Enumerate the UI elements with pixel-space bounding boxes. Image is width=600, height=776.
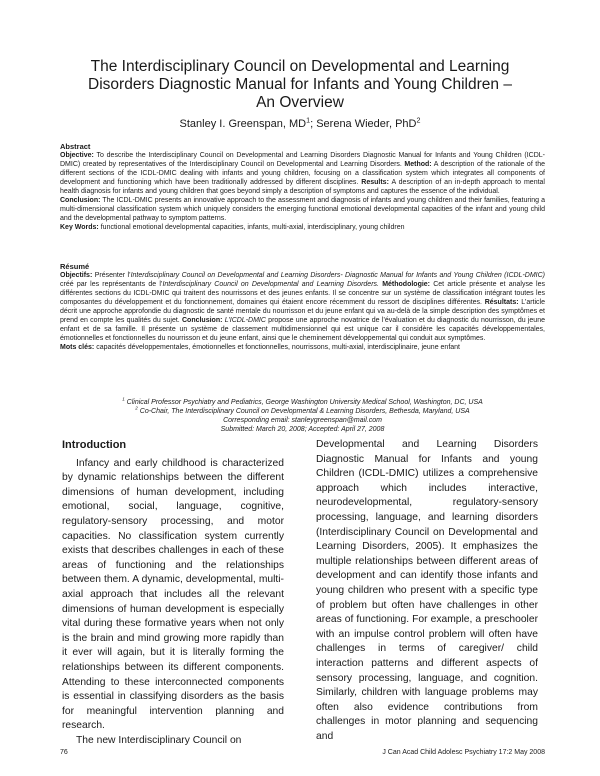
- affiliations: [60, 398, 545, 434]
- objective-label: Objective:: [60, 152, 94, 159]
- body-paragraph: Infancy and early childhood is characterized by dynamic relationships between the different dimensions of human development, including emotional, social, language, cognitive, regulatory-sensory processing, and motor capacities. No classification system currently exists that describes challenges in each of these areas of functioning and the relationships between them. A dynamic, developmental, multi-axial approach that includes all the relevant dimensions of human development is especially vital during these formative years when not only is the brain and mind growing more rapidly than it ever will again, but it is literally forming the relationships between its different components. Attending to these interconnected components is essential in classifying disorders as the basis for meaningful intervention planning and research.: [62, 457, 284, 732]
- objectifs-text-a: Présenter l’: [94, 272, 131, 279]
- abstract-heading: Abstract: [60, 142, 91, 151]
- author-1: Stanley I. Greenspan, MD: [179, 118, 307, 130]
- journal-citation: J Can Acad Child Adolesc Psychiatry 17:2 May 2008: [382, 749, 545, 756]
- resume-body: [60, 271, 545, 352]
- author-list: [60, 118, 540, 130]
- page-footer: [60, 749, 545, 756]
- body-column-left: [62, 438, 284, 748]
- title-line-1: The Interdisciplinary Council on Developmental and Learning: [90, 58, 510, 75]
- section-heading-introduction: Introduction: [62, 439, 127, 451]
- results-text: A description of an in-depth approach to mental health diagnosis for infants and young children that goes beyond simply a description of symptoms and captures the essence of the individual.: [60, 179, 545, 195]
- conclusion-label: Conclusion:: [60, 197, 101, 204]
- objective-text: To describe the Interdisciplinary Council on Developmental and Learning Disorders Diagnostic Manual for Infants and Young Children (ICDL-DMIC) created by representatives of the Interdisciplinary Council on Developmental and Learning Disorders.: [60, 152, 545, 168]
- affiliation-2-mark: 2: [135, 405, 138, 411]
- objectifs-text-b: créé par les représentants de l’: [60, 281, 163, 288]
- title-line-3: An Overview: [256, 94, 344, 111]
- author-1-affil-mark: 1: [306, 116, 311, 125]
- page-number: 76: [60, 749, 68, 756]
- affiliation-2: [60, 407, 545, 416]
- objectifs-italic-2: Interdisciplinary Council on Developmental and Learning Disorders.: [162, 281, 379, 288]
- author-2: Serena Wieder, PhD: [316, 118, 417, 130]
- corresponding-email: Corresponding email: stanleygreenspan@mail.com: [223, 417, 382, 424]
- author-2-affil-mark: 2: [416, 116, 421, 125]
- methodologie-text: Cet article présente et analyse les différentes sections du ICDL-DMIC qui traitent des nourrissons et des jeunes enfants. Il se concentre sur un système de classification intégrant toutes les composantes du développement et du fonctionnement, domaines qui étaient encore récemment du ressort de disciplines différentes.: [60, 281, 545, 306]
- affiliation-1-mark: 1: [122, 396, 125, 402]
- abstract-body: [60, 151, 545, 232]
- body-column-right: [316, 438, 538, 744]
- author-separator: ;: [310, 118, 317, 130]
- keywords-text: functional emotional developmental capacities, infants, multi-axial, interdisciplinary, young children: [100, 224, 405, 231]
- body-paragraph: The new Interdisciplinary Council on: [76, 734, 242, 746]
- affiliation-1: [60, 398, 545, 407]
- abstract-english: [60, 142, 545, 232]
- conclusion-fr-italic: L’ICDL-DMIC: [224, 317, 266, 324]
- conclusion-text: The ICDL-DMIC presents an innovative approach to the assessment and diagnosis of infants and young children and their families, featuring a multi-dimensional classification system which uniquely considers the emerging functional emotional developmental capacities of the infant and young child and the developmental pathway to symptom patterns.: [60, 197, 545, 222]
- resultats-text: L’article décrit une approche approfondie du diagnostic de santé mentale du nourrisson et du jeune enfant qui va au-delà de la simple description des symptômes et prend en compte les qualités du sujet.: [60, 299, 545, 324]
- conclusion-fr-label: Conclusion:: [181, 317, 223, 324]
- article-title: [60, 58, 540, 112]
- results-label: Results:: [361, 179, 389, 186]
- body-paragraph: Developmental and Learning Disorders Diagnostic Manual for Infants and young Children (ICDL-DMIC) utilizes a comprehensive approach which includes interactive, neurodevelopmental, regulatory-sensory processing, language, and learning disorders (Interdisciplinary Council on Developmental and Learning Disorders, 2005). It emphasizes the multiple relationships between different areas of development and can identify those infants and young children who present with a specific type of problem but often have challenges in other areas of functioning. For example, a preschooler with an impulse control problem will often have challenges in terms of caregiver/ child interaction patterns and different aspects of sensory processing, language, and cognition. Similarly, children with language problems may often also evidence contributions from challenges in motor planning and sequencing and: [316, 439, 538, 742]
- objectifs-label: Objectifs:: [60, 272, 93, 279]
- resultats-label: Résultats:: [484, 299, 519, 306]
- keywords-label: Key Words:: [60, 224, 99, 231]
- method-label: Method:: [404, 161, 432, 168]
- title-line-2: Disorders Diagnostic Manual for Infants and Young Children –: [88, 76, 512, 93]
- resume-heading: Résumé: [60, 262, 90, 271]
- method-text: A description of the rationale of the different sections of the ICDL-DMIC dealing with infants and young children, focusing on a classification system which integrates all components of development and functioning which have been traditionally addressed by different disciplines.: [60, 161, 546, 186]
- affiliation-1-text: Clinical Professor Psychiatry and Pediatrics, George Washington University Medical School, Washington, DC, USA: [126, 399, 483, 406]
- submission-dates: Submitted: March 20, 2008; Accepted: April 27, 2008: [220, 426, 385, 433]
- motscles-label: Mots clés:: [60, 344, 95, 351]
- methodologie-label: Méthodologie:: [382, 281, 431, 288]
- abstract-french: [60, 262, 545, 352]
- conclusion-fr-text: propose une approche novatrice de l’évaluation et du diagnostic du nourrisson, du jeune enfant et de sa famille. Il présente un système de classement multidimensionnel qui est unique car il considère les capacités développementales, émotionnelles et fonctionnelles du nourrisson et du jeune enfant, ainsi que le cheminement développemental qui conduit aux symptômes.: [60, 317, 545, 342]
- objectifs-italic: Interdisciplinary Council on Developmental and Learning Disorders- Diagnostic Manual for Infants and Young Children (ICDL-DMIC): [130, 272, 545, 279]
- motscles-text: capacités développementales, émotionnelles et fonctionnelles, nourrissons, multi-axial, interdisciplinaire, jeune enfant: [96, 344, 461, 351]
- affiliation-2-text: Co-Chair, The Interdisciplinary Council on Developmental & Learning Disorders, Bethesda, Maryland, USA: [139, 408, 470, 415]
